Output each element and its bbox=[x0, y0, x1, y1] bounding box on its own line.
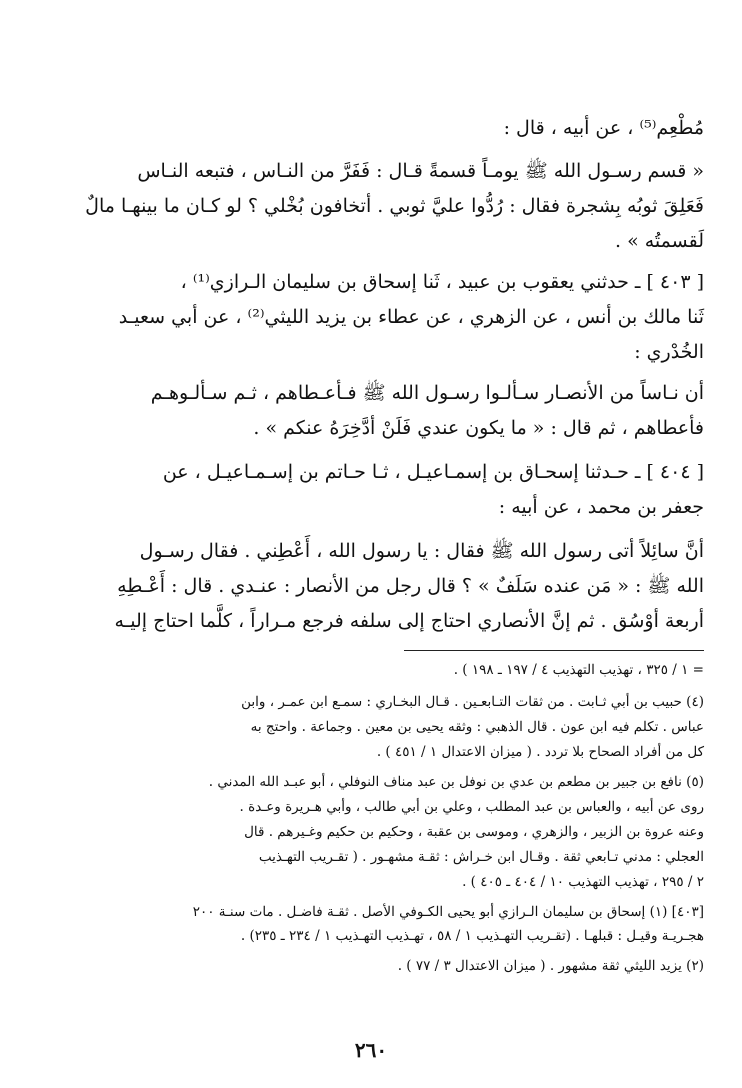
body-line: مُطْعِم⁽⁵⁾ ، عن أبيه ، قال : bbox=[503, 117, 704, 139]
footnote-line: وعنه عروة بن الزبير ، والزهري ، وموسى بن عقبة ، وحكيم بن حكيم وغـيرهم . قال bbox=[244, 824, 704, 840]
body-line: [ ٤٠٤ ] ـ حـدثنا إسحـاق بن إسمـاعيـل ، ثـا حـاتم بن إسـمـاعيـل ، عن bbox=[162, 461, 704, 483]
footnote-line: [٤٠٣] (١) إسحاق بن سليمان الـرازي أبو يحيى الكـوفي الأصل . ثقـة فاضـل . مات سنـة ٢٠٠ bbox=[192, 904, 704, 920]
body-line: [ ٤٠٣ ] ـ حدثني يعقوب بن عبيد ، ثَنا إسحاق بن سليمان الـرازي⁽¹⁾ ، bbox=[180, 271, 704, 293]
body-line: أنَّ سائِلاً أتى رسول الله ﷺ فقال : يا رسول الله ، أَعْطِني . فقال رسـول bbox=[139, 540, 704, 562]
footnote-line: روى عن أبيه ، والعباس بن عبد المطلب ، وعلي بن أبي طالب ، وأبي هـريرة وعـدة . bbox=[239, 799, 704, 815]
footnote-separator bbox=[404, 650, 704, 651]
footnote-line: (٥) نافع بن جبير بن مطعم بن عدي بن نوفل بن عبد مناف النوفلي ، أبو عبـد الله المدني . bbox=[208, 774, 704, 790]
body-line: الخُدْري : bbox=[634, 341, 704, 363]
body-line: لَقسمتُه » . bbox=[615, 230, 704, 252]
footnote-line: (٢) يزيد الليثي ثقة مشهور . ( ميزان الاعتدال ٣ / ٧٧ ) . bbox=[397, 958, 704, 974]
footnote-line: = ١ / ٣٢٥ ، تهذيب التهذيب ٤ / ١٩٧ ـ ١٩٨ ) . bbox=[453, 662, 704, 678]
body-line: أربعة أوْسُق . ثم إنَّ الأنصاري احتاج إلى سلفه فرجع مـراراً ، كلَّما احتاج إليـه bbox=[114, 610, 704, 632]
body-line: « قسم رسـول الله ﷺ يومـاً قسمةً قـال : فَفَرَّ من النـاس ، فتبعه النـاس bbox=[137, 160, 704, 182]
footnote-line: كل من أفراد الصحاح بلا تردد . ( ميزان الاعتدال ١ / ٤٥١ ) . bbox=[376, 744, 704, 760]
footnote-line: (٤) حبيب بن أبي ثـابت . من ثقات التـابعـين . قـال البخـاري : سمـع ابن عمـر ، وابن bbox=[241, 694, 704, 710]
body-line: جعفر بن محمد ، عن أبيه : bbox=[498, 496, 704, 518]
body-line: فأعطاهم ، ثم قال : « ما يكون عندي فَلَنْ أدَّخِرَهُ عنكم » . bbox=[253, 417, 704, 439]
body-line: الله ﷺ : « مَن عنده سَلَفٌ » ؟ قال رجل من الأنصار : عنـدي . قال : أَعْـطِهِ bbox=[117, 575, 704, 597]
footnote-line: عباس . تكلم فيه ابن عون . قال الذهبي : وثقه يحيى بن معين . وجماعة . واحتج به bbox=[250, 719, 704, 735]
footnote-line: ٢ / ٢٩٥ ، تهذيب التهذيب ١٠ / ٤٠٤ ـ ٤٠٥ ) . bbox=[462, 874, 704, 890]
footnote-line: هجـريـة وقيـل : قبلهـا . (تقـريب التهـذيب ١ / ٥٨ ، تهـذيب التهـذيب ١ / ٢٣٤ ـ ٢٣٥) . bbox=[240, 928, 704, 944]
body-line: فَعَلِقَ ثوبُه بِشجرة فقال : رُدُّوا عليَّ ثوبي . أتخافون بُخْلي ؟ لو كـان ما بينهـا مالٌ bbox=[85, 195, 704, 217]
body-line: أن نـاساً من الأنصـار سـألـوا رسـول الله ﷺ فـأعـطاهم ، ثـم سـألـوهـم bbox=[150, 382, 704, 404]
page-number: ٢٦٠ bbox=[354, 1038, 388, 1062]
body-line: ثَنا مالك بن أنس ، عن الزهري ، عن عطاء بن يزيد الليثي⁽²⁾ ، عن أبي سعيـد bbox=[118, 306, 704, 328]
footnote-line: العجلي : مدني تـابعي ثقة . وقـال ابن خـراش : ثقـة مشهـور . ( تقـريب التهـذيب bbox=[258, 849, 704, 865]
